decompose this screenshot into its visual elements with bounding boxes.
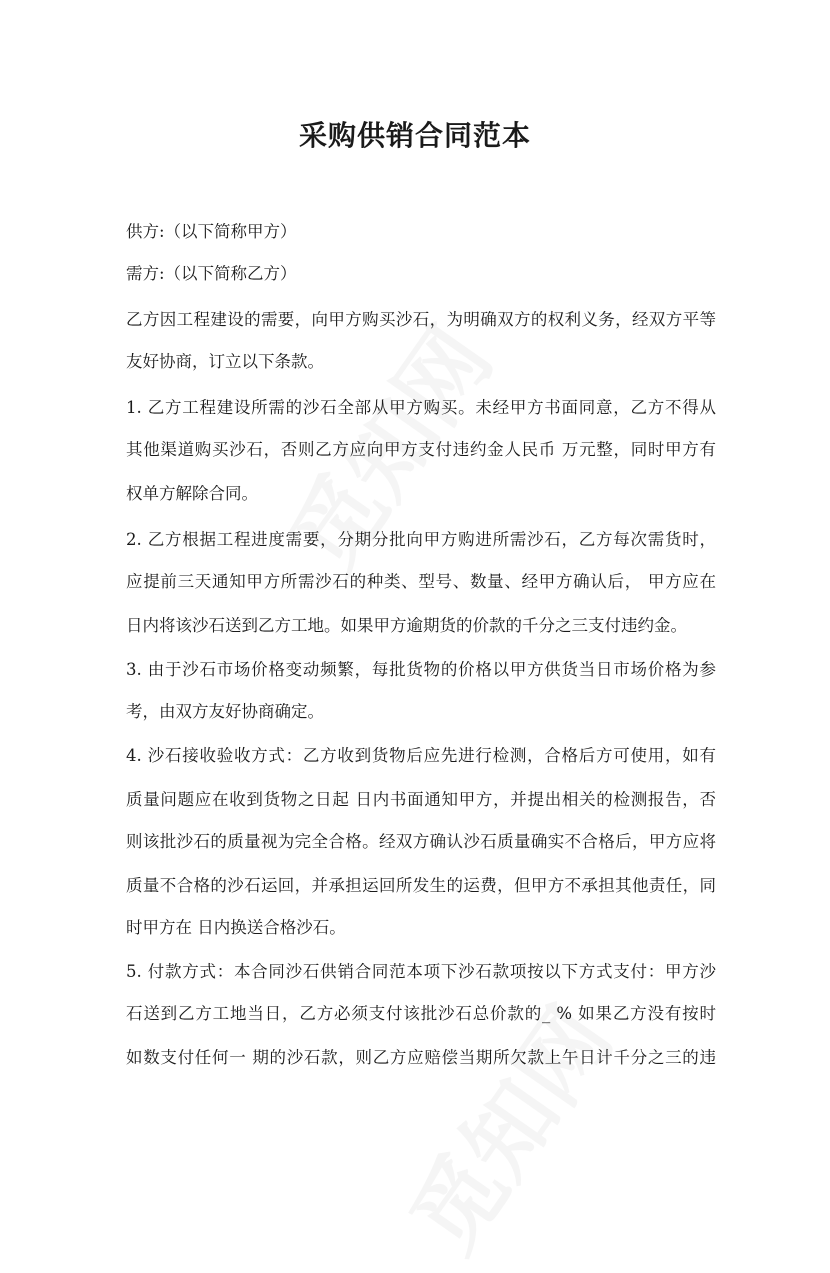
text-line: 应提前三天通知甲方所需沙石的种类、型号、数量、经甲方确认后， 甲方应在 <box>126 572 716 591</box>
text-line: 乙方因工程建设的需要，向甲方购买沙石，为明确双方的权利义务，经双方平等 <box>126 310 716 329</box>
text-line: 4. 沙石接收验收方式：乙方收到货物后应先进行检测，合格后方可使用，如有 <box>126 746 716 765</box>
text-line: 1. 乙方工程建设所需的沙石全部从甲方购买。未经甲方书面同意，乙方不得从 <box>126 398 716 417</box>
text-line: 质量问题应在收到货物之日起 日内书面通知甲方，并提出相关的检测报告，否 <box>126 790 716 809</box>
document-title: 采购供销合同范本 <box>298 119 531 152</box>
text-line: 其他渠道购买沙石，否则乙方应向甲方支付违约金人民币 万元整，同时甲方有 <box>126 440 716 459</box>
text-line: 日内将该沙石送到乙方工地。如果甲方逾期货的价款的千分之三支付违约金。 <box>126 616 687 635</box>
text-line: 需方:（以下简称乙方） <box>126 264 297 283</box>
text-line: 2. 乙方根据工程进度需要，分期分批向甲方购进所需沙石，乙方每次需货时， <box>126 530 716 549</box>
text-line: 时甲方在 日内换送合格沙石。 <box>126 918 346 937</box>
text-line: 考，由双方友好协商确定。 <box>126 702 324 721</box>
text-line: 权单方解除合同。 <box>126 484 258 503</box>
text-line: 3. 由于沙石市场价格变动频繁，每批货物的价格以甲方供货当日市场价格为参 <box>126 660 716 679</box>
text-line: 供方:（以下简称甲方） <box>126 222 297 241</box>
text-line: 质量不合格的沙石运回，并承担运回所发生的运费，但甲方不承担其他责任，同 <box>126 876 716 895</box>
text-line: 石送到乙方工地当日，乙方必须支付该批沙石总价款的_ % 如果乙方没有按时 <box>126 1004 716 1023</box>
text-line: 友好协商，订立以下条款。 <box>126 352 324 371</box>
text-line: 5. 付款方式：本合同沙石供销合同范本项下沙石款项按以下方式支付：甲方沙 <box>126 962 716 981</box>
text-line: 则该批沙石的质量视为完全合格。经双方确认沙石质量确实不合格后，甲方应将 <box>126 832 716 851</box>
text-line: 如数支付任何一 期的沙石款，则乙方应赔偿当期所欠款上午日计千分之三的违 <box>126 1048 716 1067</box>
